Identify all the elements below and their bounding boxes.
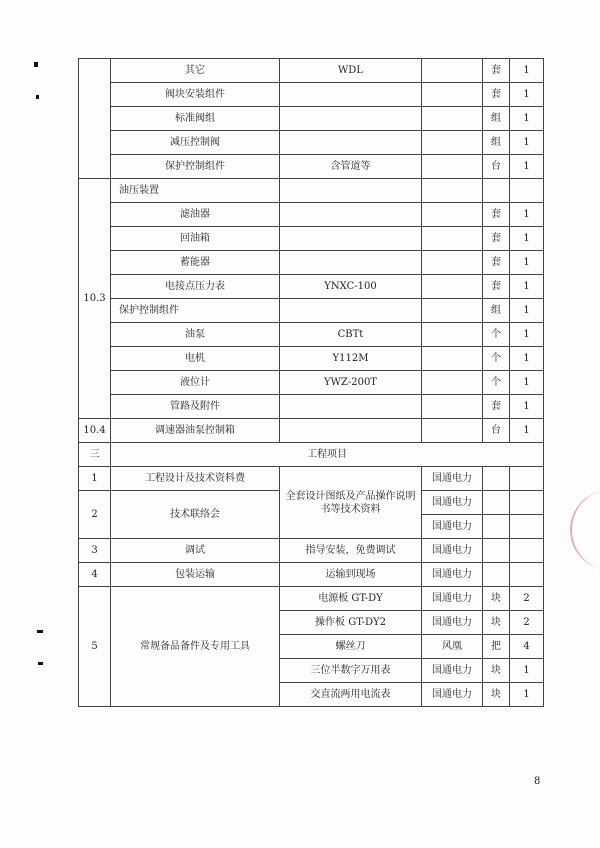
item-model: 含管道等 — [280, 155, 422, 179]
item-model — [280, 203, 422, 227]
item-model: 交直流两用电流表 — [280, 683, 422, 707]
item-model — [280, 179, 422, 203]
item-name: 保护控制组件 — [111, 155, 280, 179]
item-model — [280, 395, 422, 419]
scan-mark — [34, 62, 38, 67]
item-unit — [483, 539, 510, 563]
item-model: CBTt — [280, 323, 422, 347]
item-brand: 国通电力 — [422, 491, 483, 515]
item-unit: 组 — [483, 131, 510, 155]
item-brand: 风凰 — [422, 635, 483, 659]
item-name: 包装运输 — [111, 563, 280, 587]
item-qty: 4 — [510, 635, 544, 659]
table-row — [79, 59, 544, 83]
item-unit — [483, 179, 510, 203]
item-brand: 国通电力 — [422, 611, 483, 635]
item-qty: 1 — [510, 347, 544, 371]
item-qty: 2 — [510, 611, 544, 635]
item-unit: 套 — [483, 251, 510, 275]
item-name: 油泵 — [111, 323, 280, 347]
item-name: 油压装置 — [111, 179, 280, 203]
item-qty: 1 — [510, 251, 544, 275]
item-qty: 1 — [510, 395, 544, 419]
index-cell — [79, 59, 111, 179]
item-unit: 套 — [483, 59, 510, 83]
item-brand — [422, 179, 483, 203]
table-row — [79, 467, 544, 491]
table-row — [79, 83, 544, 107]
index-cell: 3 — [79, 539, 111, 563]
scan-mark — [38, 662, 43, 665]
item-name: 标准阀组 — [111, 107, 280, 131]
item-unit: 个 — [483, 347, 510, 371]
item-name: 常规备品备件及专用工具 — [111, 587, 280, 707]
item-unit: 组 — [483, 107, 510, 131]
table-row — [79, 347, 544, 371]
item-name: 调速器油泵控制箱 — [111, 419, 280, 443]
item-qty: 1 — [510, 227, 544, 251]
item-model: WDL — [280, 59, 422, 83]
item-qty: 1 — [510, 155, 544, 179]
item-brand — [422, 107, 483, 131]
table-row — [79, 179, 544, 203]
item-model: 电源板 GT-DY — [280, 587, 422, 611]
item-unit: 块 — [483, 611, 510, 635]
item-qty — [510, 563, 544, 587]
item-unit — [483, 515, 510, 539]
table-row — [79, 131, 544, 155]
item-model: Y112M — [280, 347, 422, 371]
table-row — [79, 395, 544, 419]
item-model: 操作板 GT-DY2 — [280, 611, 422, 635]
index-cell: 10.4 — [79, 419, 111, 443]
item-qty — [510, 467, 544, 491]
item-brand — [422, 155, 483, 179]
index-cell: 5 — [79, 587, 111, 707]
item-unit: 台 — [483, 419, 510, 443]
item-brand — [422, 419, 483, 443]
scan-mark — [37, 630, 43, 633]
item-model — [280, 107, 422, 131]
item-name: 滤油器 — [111, 203, 280, 227]
item-name: 蓄能器 — [111, 251, 280, 275]
item-model: 全套设计图纸及产品操作说明书等技术资料 — [280, 467, 422, 539]
item-name: 液位计 — [111, 371, 280, 395]
item-name: 调试 — [111, 539, 280, 563]
item-unit: 台 — [483, 155, 510, 179]
item-name: 电接点压力表 — [111, 275, 280, 299]
item-name: 工程设计及技术资料费 — [111, 467, 280, 491]
item-qty — [510, 539, 544, 563]
item-name: 电机 — [111, 347, 280, 371]
table-row — [79, 203, 544, 227]
item-model — [280, 419, 422, 443]
page-number: 8 — [534, 776, 541, 787]
table-row — [79, 371, 544, 395]
item-name: 保护控制组件 — [111, 299, 280, 323]
item-unit: 套 — [483, 227, 510, 251]
item-qty: 1 — [510, 299, 544, 323]
equipment-table — [78, 58, 544, 707]
item-qty — [510, 179, 544, 203]
table-row — [79, 539, 544, 563]
item-brand: 国通电力 — [422, 563, 483, 587]
item-unit: 个 — [483, 323, 510, 347]
item-qty — [510, 491, 544, 515]
section-header-row — [79, 443, 544, 467]
seal-stamp-fragment — [570, 490, 600, 570]
item-brand — [422, 131, 483, 155]
item-model: 螺丝刀 — [280, 635, 422, 659]
item-brand: 国通电力 — [422, 659, 483, 683]
item-unit: 套 — [483, 83, 510, 107]
item-qty — [510, 515, 544, 539]
item-model: 运输到现场 — [280, 563, 422, 587]
item-name: 技术联络会 — [111, 491, 280, 539]
section-index: 三 — [79, 443, 111, 467]
table-row — [79, 275, 544, 299]
item-brand: 国通电力 — [422, 515, 483, 539]
item-model: YWZ-200T — [280, 371, 422, 395]
item-unit: 把 — [483, 635, 510, 659]
item-name: 其它 — [111, 59, 280, 83]
item-qty: 1 — [510, 275, 544, 299]
item-model — [280, 299, 422, 323]
item-qty: 1 — [510, 107, 544, 131]
item-unit: 套 — [483, 395, 510, 419]
item-brand — [422, 275, 483, 299]
item-brand — [422, 83, 483, 107]
item-unit: 组 — [483, 299, 510, 323]
item-brand — [422, 251, 483, 275]
item-qty: 1 — [510, 83, 544, 107]
item-qty: 1 — [510, 683, 544, 707]
item-brand: 国通电力 — [422, 539, 483, 563]
item-model: 三位半数字万用表 — [280, 659, 422, 683]
item-unit — [483, 491, 510, 515]
item-unit — [483, 467, 510, 491]
index-cell: 10.3 — [79, 179, 111, 419]
item-name: 减压控制阀 — [111, 131, 280, 155]
item-name: 阀块安装组件 — [111, 83, 280, 107]
item-qty: 1 — [510, 371, 544, 395]
table-row — [79, 107, 544, 131]
index-cell: 2 — [79, 491, 111, 539]
item-model — [280, 227, 422, 251]
item-name: 管路及附件 — [111, 395, 280, 419]
item-qty: 1 — [510, 59, 544, 83]
item-name: 回油箱 — [111, 227, 280, 251]
table-row — [79, 299, 544, 323]
item-brand — [422, 227, 483, 251]
item-brand — [422, 323, 483, 347]
table-row — [79, 419, 544, 443]
item-unit: 块 — [483, 683, 510, 707]
section-title: 工程项目 — [111, 443, 544, 467]
item-brand — [422, 395, 483, 419]
item-unit: 套 — [483, 275, 510, 299]
item-qty: 1 — [510, 323, 544, 347]
item-unit: 块 — [483, 659, 510, 683]
item-qty: 1 — [510, 203, 544, 227]
table-row — [79, 227, 544, 251]
item-qty: 1 — [510, 131, 544, 155]
table-row — [79, 155, 544, 179]
scan-mark — [36, 95, 39, 99]
item-qty: 1 — [510, 419, 544, 443]
table-row — [79, 323, 544, 347]
item-brand — [422, 299, 483, 323]
item-brand: 国通电力 — [422, 587, 483, 611]
item-brand — [422, 347, 483, 371]
item-qty: 2 — [510, 587, 544, 611]
item-brand — [422, 59, 483, 83]
item-brand: 国通电力 — [422, 683, 483, 707]
table-row — [79, 251, 544, 275]
item-model: 指导安装，免费调试 — [280, 539, 422, 563]
item-brand — [422, 371, 483, 395]
item-brand: 国通电力 — [422, 467, 483, 491]
item-unit — [483, 563, 510, 587]
index-cell: 4 — [79, 563, 111, 587]
item-unit: 个 — [483, 371, 510, 395]
item-model — [280, 251, 422, 275]
item-qty: 1 — [510, 659, 544, 683]
table-row — [79, 563, 544, 587]
item-model — [280, 83, 422, 107]
item-model — [280, 131, 422, 155]
item-brand — [422, 203, 483, 227]
item-unit: 块 — [483, 587, 510, 611]
table-row — [79, 587, 544, 611]
index-cell: 1 — [79, 467, 111, 491]
item-unit: 套 — [483, 203, 510, 227]
item-model: YNXC-100 — [280, 275, 422, 299]
